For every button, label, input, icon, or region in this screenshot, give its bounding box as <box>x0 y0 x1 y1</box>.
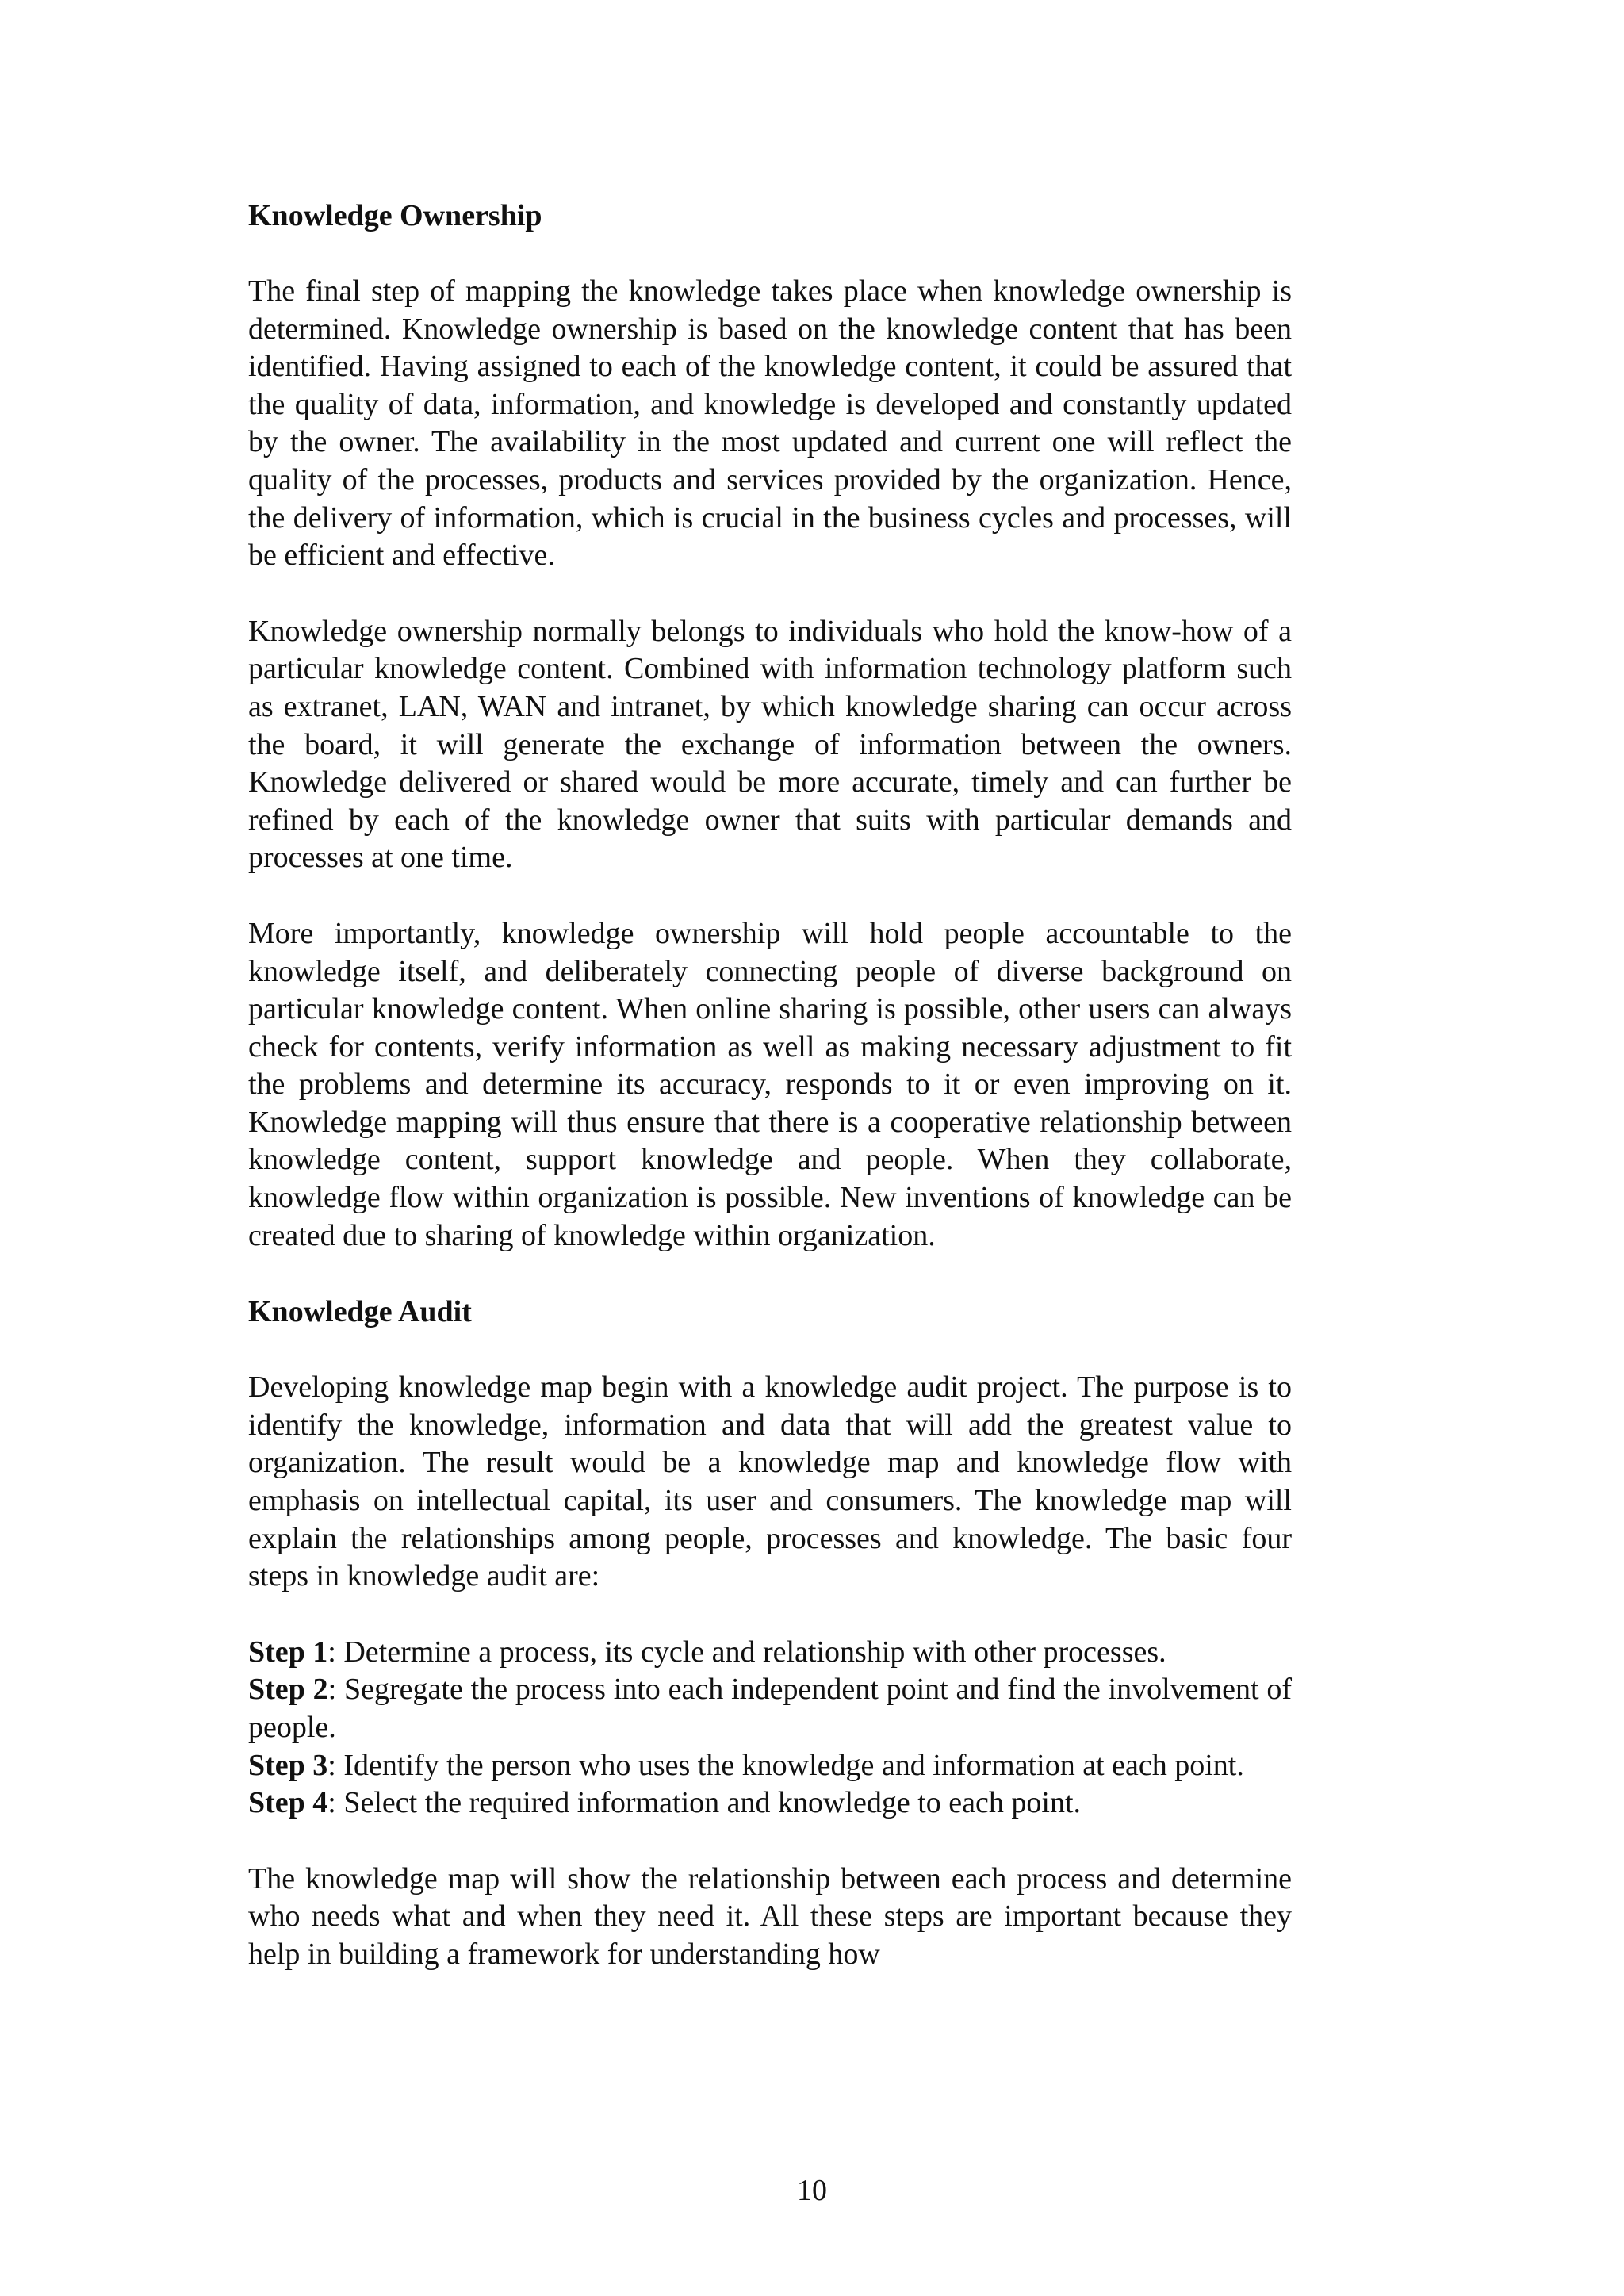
ownership-paragraph-3: More importantly, knowledge ownership will hold people accountable to the knowledge itself, and deliberately connecting people of diverse background on particular knowledge content. When online sharing is possible, other users can always check for contents, verify information as well as making necessary adjustment to fit the problems and determine its accuracy, responds to it or even improving on it. Knowledge mapping will thus ensure that there is a cooperative relationship between knowledge content, support knowledge and people. When they collaborate, knowledge flow within organization is possible. New inventions of knowledge can be created due to sharing of knowledge within organization. <box>248 916 1292 1252</box>
audit-closing-paragraph: The knowledge map will show the relationship between each process and determine who needs what and when they need it. All these steps are important because they help in building a framework for understanding how <box>248 1861 1292 1971</box>
audit-steps-list <box>248 1634 1292 1823</box>
audit-intro-paragraph: Developing knowledge map begin with a knowledge audit project. The purpose is to identify the knowledge, information and data that will add the greatest value to organization. The result would be a knowledge map and knowledge flow with emphasis on intellectual capital, its user and consumers. The knowledge map will explain the relationships among people, processes and knowledge. The basic four steps in knowledge audit are: <box>248 1370 1292 1593</box>
section-heading-knowledge-ownership: Knowledge Ownership <box>248 199 542 232</box>
step-label: Step 1 <box>248 1635 328 1669</box>
step-label: Step 4 <box>248 1786 328 1820</box>
audit-step-4 <box>248 1784 1292 1823</box>
step-text: : Select the required information and knowledge to each point. <box>327 1786 1081 1820</box>
section-heading-knowledge-audit: Knowledge Audit <box>248 1295 472 1329</box>
step-text: : Segregate the process into each independent point and find the involvement of people. <box>248 1673 1292 1744</box>
step-label: Step 3 <box>248 1748 328 1782</box>
step-label: Step 2 <box>248 1673 328 1707</box>
step-text: : Determine a process, its cycle and relationship with other processes. <box>327 1635 1166 1669</box>
page-content <box>248 197 1292 2012</box>
ownership-paragraph-1: The final step of mapping the knowledge takes place when knowledge ownership is determined. Knowledge ownership is based on the knowledge content that has been identified. Having assigned to each of the knowledge content, it could be assured that the quality of data, information, and knowledge is developed and constantly updated by the owner. The availability in the most updated and current one will reflect the quality of the processes, products and services provided by the organization. Hence, the delivery of information, which is crucial in the business cycles and processes, will be efficient and effective. <box>248 274 1292 573</box>
audit-step-3 <box>248 1747 1292 1785</box>
ownership-paragraph-2: Knowledge ownership normally belongs to individuals who hold the know-how of a particular knowledge content. Combined with information technology platform such as extranet, LAN, WAN and intranet, by which knowledge sharing can occur across the board, it will generate the exchange of information between the owners. Knowledge delivered or shared would be more accurate, timely and can further be refined by each of the knowledge owner that suits with particular demands and processes at one time. <box>248 614 1292 875</box>
page-number: 10 <box>797 2174 827 2207</box>
audit-step-1 <box>248 1634 1292 1672</box>
step-text: : Identify the person who uses the knowledge and information at each point. <box>327 1748 1244 1782</box>
audit-step-2 <box>248 1671 1292 1746</box>
